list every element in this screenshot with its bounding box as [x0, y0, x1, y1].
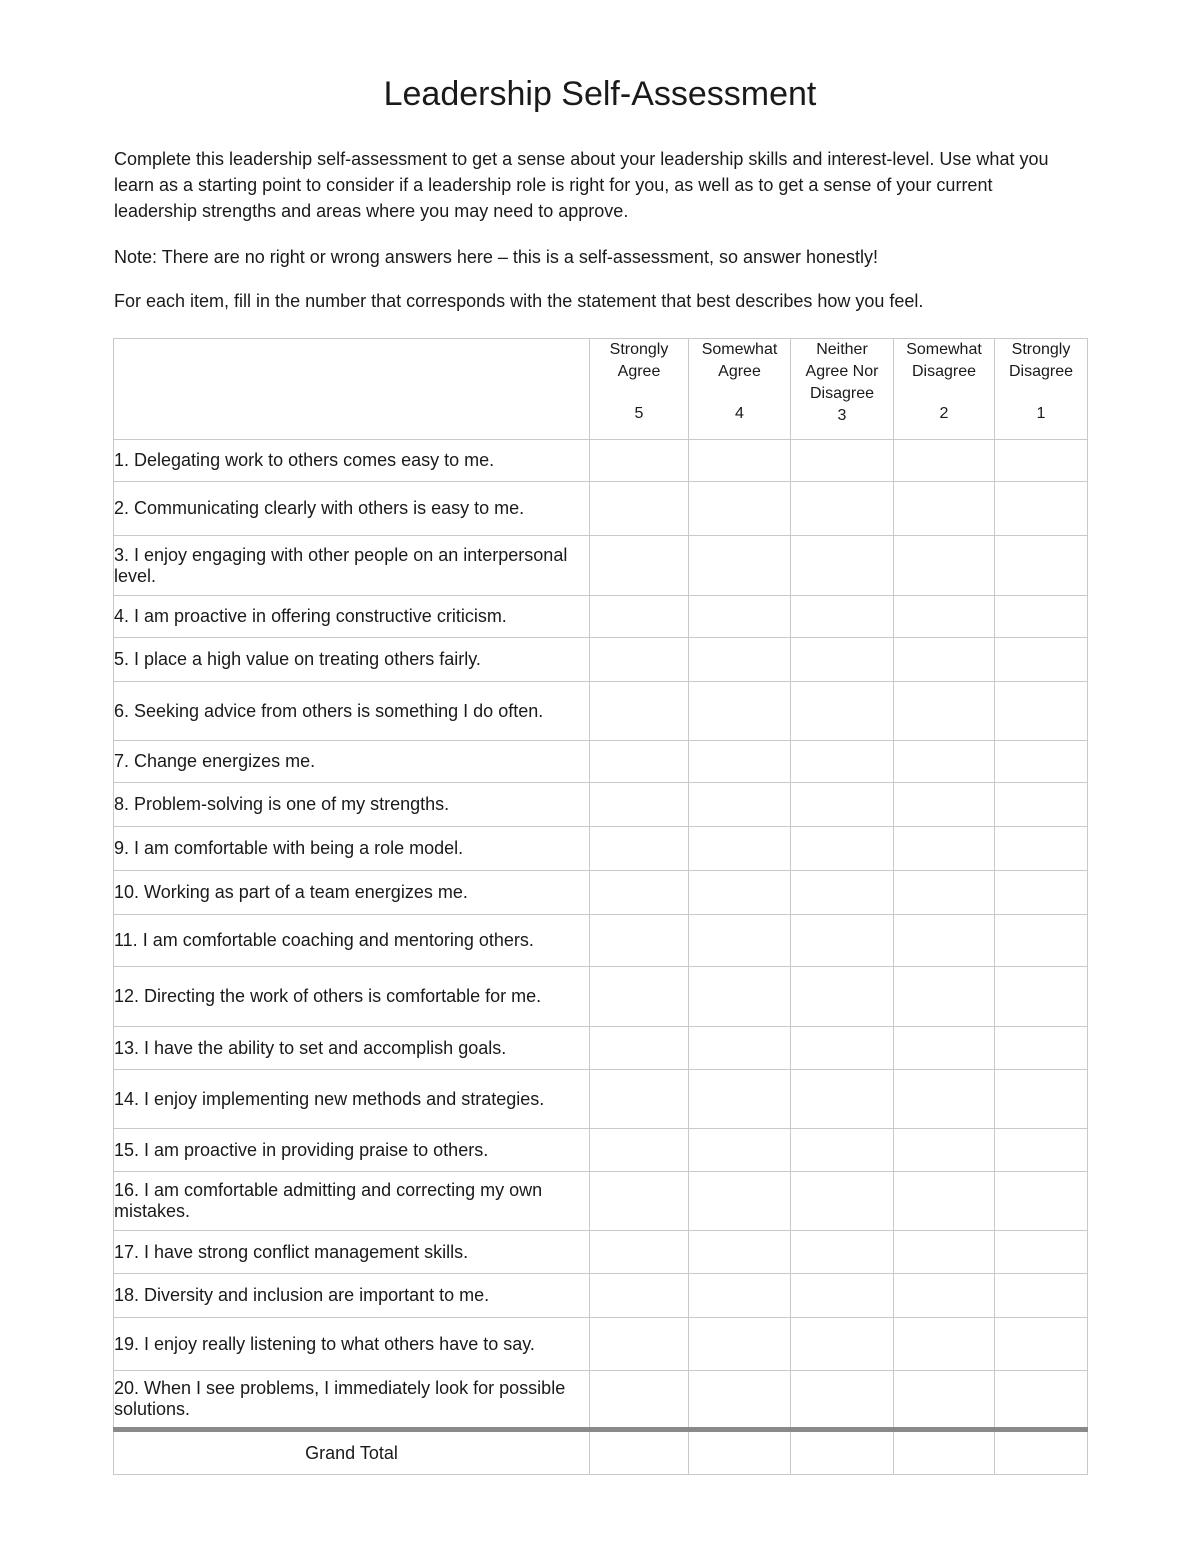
statement-cell: 11. I am comfortable coaching and mentoring others.: [114, 915, 590, 967]
rating-cell-5[interactable]: [590, 596, 689, 638]
statement-cell: 1. Delegating work to others comes easy to me.: [114, 440, 590, 482]
statement-cell: 10. Working as part of a team energizes me.: [114, 871, 590, 915]
rating-cell-3[interactable]: [791, 440, 894, 482]
statement-cell: 18. Diversity and inclusion are important to me.: [114, 1274, 590, 1318]
header-blank-cell: [114, 339, 590, 440]
rating-cell-4[interactable]: [689, 967, 791, 1027]
column-number: 2: [939, 405, 949, 422]
rating-cell-3[interactable]: [791, 1318, 894, 1371]
rating-cell-2[interactable]: [894, 440, 995, 482]
rating-cell-4[interactable]: [689, 1318, 791, 1371]
statement-cell: 14. I enjoy implementing new methods and strategies.: [114, 1070, 590, 1129]
rating-cell-5[interactable]: [590, 1129, 689, 1172]
rating-cell-5[interactable]: [590, 741, 689, 783]
statement-cell: 16. I am comfortable admitting and correcting my own mistakes.: [114, 1172, 590, 1231]
rating-cell-5[interactable]: [590, 1371, 689, 1430]
rating-cell-1[interactable]: [995, 1318, 1088, 1371]
table-row: [114, 440, 1088, 482]
table-row: [114, 783, 1088, 827]
column-label: Neither Agree Nor Disagree: [805, 341, 879, 402]
rating-cell-4[interactable]: [689, 783, 791, 827]
rating-cell-1[interactable]: [995, 596, 1088, 638]
rating-cell-2[interactable]: [894, 871, 995, 915]
column-header-somewhat-agree: [689, 339, 791, 440]
rating-cell-3[interactable]: [791, 967, 894, 1027]
table-row: [114, 967, 1088, 1027]
column-label: Strongly Agree: [609, 341, 669, 380]
rating-cell-4[interactable]: [689, 1172, 791, 1231]
statement-cell: 12. Directing the work of others is comfortable for me.: [114, 967, 590, 1027]
rating-cell-1[interactable]: [995, 915, 1088, 967]
column-header-strongly-disagree: [995, 339, 1088, 440]
note-paragraph: Note: There are no right or wrong answers here – this is a self-assessment, so answer honestly!: [114, 247, 879, 267]
rating-cell-5[interactable]: [590, 871, 689, 915]
column-number: 5: [634, 405, 644, 422]
rating-cell-2[interactable]: [894, 915, 995, 967]
rating-cell-4[interactable]: [689, 827, 791, 871]
rating-cell-2[interactable]: [894, 1371, 995, 1430]
table-row: [114, 1274, 1088, 1318]
statement-cell: 2. Communicating clearly with others is easy to me.: [114, 482, 590, 536]
assessment-table: [113, 338, 1088, 1475]
rating-cell-4[interactable]: [689, 482, 791, 536]
header-row: [114, 339, 1088, 440]
table-row: [114, 827, 1088, 871]
rating-cell-3[interactable]: [791, 1231, 894, 1274]
rating-cell-5[interactable]: [590, 1231, 689, 1274]
rating-cell-3[interactable]: [791, 783, 894, 827]
rating-cell-2[interactable]: [894, 1070, 995, 1129]
rating-cell-5[interactable]: [590, 482, 689, 536]
rating-cell-4[interactable]: [689, 741, 791, 783]
rating-cell-4[interactable]: [689, 1070, 791, 1129]
grand-total-label: Grand Total: [114, 1430, 590, 1475]
rating-cell-3[interactable]: [791, 1070, 894, 1129]
rating-cell-1[interactable]: [995, 1274, 1088, 1318]
rating-cell-3[interactable]: [791, 741, 894, 783]
table-row: [114, 915, 1088, 967]
column-label: Somewhat Disagree: [906, 341, 982, 380]
column-header-neither: [791, 339, 894, 440]
rating-cell-5[interactable]: [590, 1070, 689, 1129]
table-row: [114, 741, 1088, 783]
rating-cell-5[interactable]: [590, 682, 689, 741]
rating-cell-4[interactable]: [689, 682, 791, 741]
column-number: 4: [735, 405, 744, 422]
rating-cell-3[interactable]: [791, 1274, 894, 1318]
rating-cell-1[interactable]: [995, 1231, 1088, 1274]
column-label: Somewhat Agree: [701, 341, 778, 380]
column-number: 3: [837, 407, 847, 424]
rating-cell-1[interactable]: [995, 482, 1088, 536]
column-header-strongly-agree: [590, 339, 689, 440]
rating-cell-1[interactable]: [995, 1172, 1088, 1231]
rating-cell-2[interactable]: [894, 1172, 995, 1231]
rating-cell-1[interactable]: [995, 1070, 1088, 1129]
statement-cell: 7. Change energizes me.: [114, 741, 590, 783]
instruction-paragraph: For each item, fill in the number that corresponds with the statement that best describes how you feel.: [114, 291, 924, 311]
rating-cell-4[interactable]: [689, 915, 791, 967]
rating-cell-2[interactable]: [894, 783, 995, 827]
table-row: [114, 682, 1088, 741]
intro-paragraph: Complete this leadership self-assessment to get a sense about your leadership skills and interest-level. Use what you learn as a starting point to consider if a leadership role is right for you, as well as to get a sense of your current leadership strengths and areas where you may need to approve.: [114, 149, 1049, 221]
rating-cell-4[interactable]: [689, 1274, 791, 1318]
rating-cell-2[interactable]: [894, 1027, 995, 1070]
statement-cell: 6. Seeking advice from others is something I do often.: [114, 682, 590, 741]
rating-cell-5[interactable]: [590, 1318, 689, 1371]
column-number: 1: [1036, 405, 1046, 422]
statement-cell: 4. I am proactive in offering constructive criticism.: [114, 596, 590, 638]
rating-cell-1[interactable]: [995, 682, 1088, 741]
rating-cell-1[interactable]: [995, 1129, 1088, 1172]
rating-cell-1[interactable]: [995, 1371, 1088, 1430]
table-row: [114, 536, 1088, 596]
table-row: [114, 871, 1088, 915]
statement-cell: 19. I enjoy really listening to what others have to say.: [114, 1318, 590, 1371]
rating-cell-3[interactable]: [791, 1129, 894, 1172]
rating-cell-5[interactable]: [590, 967, 689, 1027]
grand-total-row: [114, 1430, 1088, 1475]
rating-cell-5[interactable]: [590, 1027, 689, 1070]
rating-cell-2[interactable]: [894, 1129, 995, 1172]
rating-cell-5[interactable]: [590, 440, 689, 482]
rating-cell-2[interactable]: [894, 482, 995, 536]
statement-cell: 8. Problem-solving is one of my strengths.: [114, 783, 590, 827]
rating-cell-4[interactable]: [689, 440, 791, 482]
rating-cell-3[interactable]: [791, 536, 894, 596]
rating-cell-2[interactable]: [894, 967, 995, 1027]
rating-cell-2[interactable]: [894, 1231, 995, 1274]
rating-cell-4[interactable]: [689, 1231, 791, 1274]
table-row: [114, 1070, 1088, 1129]
rating-cell-3[interactable]: [791, 638, 894, 682]
rating-cell-1[interactable]: [995, 638, 1088, 682]
rating-cell-2[interactable]: [894, 741, 995, 783]
rating-cell-3[interactable]: [791, 482, 894, 536]
rating-cell-2[interactable]: [894, 638, 995, 682]
rating-cell-5[interactable]: [590, 1274, 689, 1318]
rating-cell-5[interactable]: [590, 638, 689, 682]
rating-cell-2[interactable]: [894, 536, 995, 596]
rating-cell-5[interactable]: [590, 827, 689, 871]
table-row: [114, 1172, 1088, 1231]
total-cell-1[interactable]: [995, 1430, 1088, 1475]
rating-cell-5[interactable]: [590, 1172, 689, 1231]
rating-cell-1[interactable]: [995, 783, 1088, 827]
statement-cell: 9. I am comfortable with being a role model.: [114, 827, 590, 871]
rating-cell-3[interactable]: [791, 1371, 894, 1430]
rating-cell-1[interactable]: [995, 967, 1088, 1027]
rating-cell-5[interactable]: [590, 783, 689, 827]
statement-cell: 5. I place a high value on treating others fairly.: [114, 638, 590, 682]
column-label: Strongly Disagree: [1008, 341, 1074, 380]
statement-cell: 20. When I see problems, I immediately look for possible solutions.: [114, 1371, 590, 1430]
rating-cell-2[interactable]: [894, 1318, 995, 1371]
rating-cell-1[interactable]: [995, 827, 1088, 871]
table-row: [114, 1371, 1088, 1430]
table-row: [114, 596, 1088, 638]
total-cell-5[interactable]: [590, 1430, 689, 1475]
statement-cell: 13. I have the ability to set and accomplish goals.: [114, 1027, 590, 1070]
table-row: [114, 482, 1088, 536]
rating-cell-4[interactable]: [689, 638, 791, 682]
table-row: [114, 1231, 1088, 1274]
page-title: Leadership Self-Assessment: [383, 75, 817, 113]
rating-cell-4[interactable]: [689, 1129, 791, 1172]
rating-cell-1[interactable]: [995, 536, 1088, 596]
rating-cell-2[interactable]: [894, 596, 995, 638]
rating-cell-4[interactable]: [689, 871, 791, 915]
rating-cell-3[interactable]: [791, 915, 894, 967]
rating-cell-3[interactable]: [791, 1172, 894, 1231]
total-cell-3[interactable]: [791, 1430, 894, 1475]
rating-cell-1[interactable]: [995, 741, 1088, 783]
rating-cell-4[interactable]: [689, 596, 791, 638]
column-header-somewhat-disagree: [894, 339, 995, 440]
rating-cell-5[interactable]: [590, 536, 689, 596]
statement-cell: 3. I enjoy engaging with other people on an interpersonal level.: [114, 536, 590, 596]
rating-cell-1[interactable]: [995, 440, 1088, 482]
statement-cell: 15. I am proactive in providing praise to others.: [114, 1129, 590, 1172]
intro-section: [114, 146, 1074, 314]
rating-cell-3[interactable]: [791, 596, 894, 638]
rating-cell-3[interactable]: [791, 871, 894, 915]
rating-cell-3[interactable]: [791, 682, 894, 741]
table-row: [114, 638, 1088, 682]
rating-cell-2[interactable]: [894, 827, 995, 871]
rating-cell-4[interactable]: [689, 1371, 791, 1430]
statement-cell: 17. I have strong conflict management skills.: [114, 1231, 590, 1274]
rating-cell-4[interactable]: [689, 1027, 791, 1070]
rating-cell-2[interactable]: [894, 1274, 995, 1318]
rating-cell-3[interactable]: [791, 827, 894, 871]
total-cell-4[interactable]: [689, 1430, 791, 1475]
rating-cell-3[interactable]: [791, 1027, 894, 1070]
rating-cell-1[interactable]: [995, 1027, 1088, 1070]
table-row: [114, 1027, 1088, 1070]
total-cell-2[interactable]: [894, 1430, 995, 1475]
rating-cell-4[interactable]: [689, 536, 791, 596]
table-row: [114, 1318, 1088, 1371]
table-row: [114, 1129, 1088, 1172]
rating-cell-1[interactable]: [995, 871, 1088, 915]
rating-cell-5[interactable]: [590, 915, 689, 967]
rating-cell-2[interactable]: [894, 682, 995, 741]
